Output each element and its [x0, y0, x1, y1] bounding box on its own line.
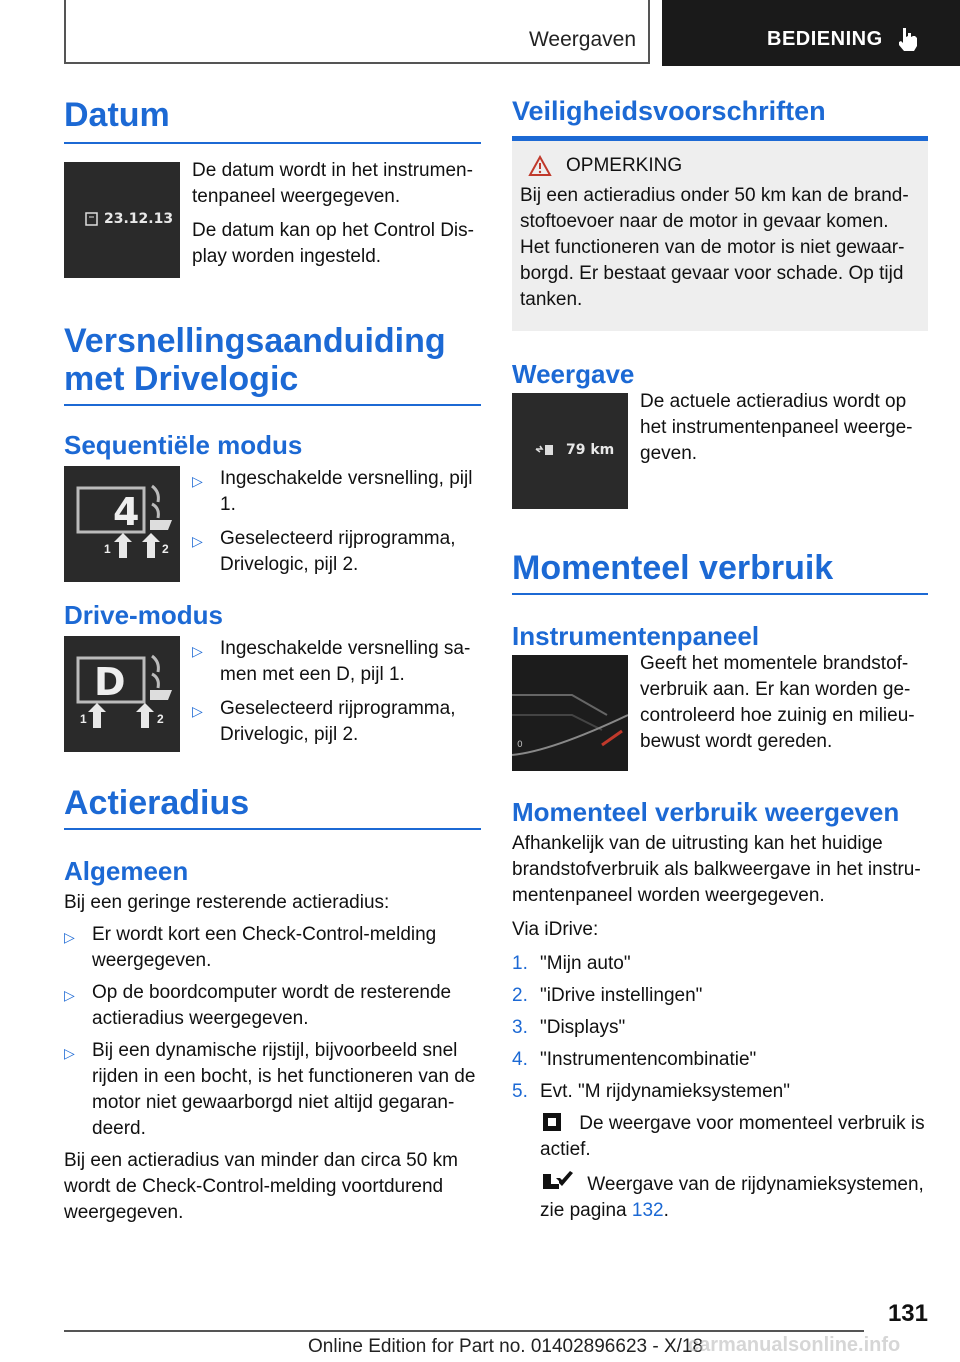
range-outro: Bij een actieradius van minder dan circa 50 km wordt de Check-Control-melding voortdurend weergegeven.: [64, 1150, 458, 1223]
page-number: 131: [887, 1300, 928, 1327]
step-number: 2.: [512, 985, 528, 1006]
sequential-list: [192, 466, 481, 578]
hand-pointer-icon: [895, 26, 921, 52]
step-number: 1.: [512, 953, 528, 974]
list-item-text: Geselecteerd rijprogramma, Drivelogic, pijl 2.: [220, 698, 456, 745]
drive-gear-value: D: [94, 660, 126, 704]
list-item: [64, 980, 481, 1032]
step-text: "Displays": [540, 1017, 626, 1038]
step-number: 3.: [512, 1017, 528, 1038]
drive-list: [192, 636, 481, 748]
list-item: [512, 951, 928, 977]
gear-heading-block: [64, 322, 481, 406]
display-row: [512, 393, 928, 509]
range-general-heading: Algemeen: [64, 856, 189, 886]
drive-row: [64, 636, 481, 752]
footer-edition: Online Edition for Part no. 01402896623 - X/18: [308, 1336, 704, 1357]
bullet-triangle-icon: ▷: [64, 1045, 75, 1061]
datum-heading: Datum: [64, 96, 170, 134]
note-label-row: [528, 155, 920, 177]
instrument-cluster-image: [512, 655, 628, 771]
consumption-heading-block: [512, 549, 928, 595]
instrument-heading: Instrumentenpaneel: [512, 621, 760, 651]
list-item-text: Er wordt kort een Check-Control-melding weergegeven.: [92, 924, 437, 971]
sequential-gear-value: 4: [113, 490, 140, 534]
show-consumption-heading: Momenteel verbruik weergeven: [512, 797, 900, 827]
list-item-text: Op de boordcomputer wordt de resterende actieradius weergegeven.: [92, 982, 452, 1029]
list-item-text: Geselecteerd rijprogramma, Drivelogic, pijl 2.: [220, 528, 456, 575]
bullet-triangle-icon: ▷: [64, 987, 75, 1003]
list-item-text: Ingeschakelde versnelling, pijl 1.: [220, 468, 473, 515]
list-item: [64, 922, 481, 974]
datum-display-image: [64, 162, 180, 278]
datum-paragraph-2: De datum kan op het Control Dis-play worden ingesteld.: [192, 220, 474, 267]
drive-arrow-1-label: 1: [80, 712, 87, 726]
header-section-title: Weergaven: [528, 28, 636, 51]
sequential-display-image: [64, 466, 180, 582]
instrument-row: [512, 655, 928, 771]
list-item: [512, 983, 928, 1009]
range-display-value: 79 km: [566, 442, 615, 458]
step-number: 5.: [512, 1081, 528, 1102]
checkmark-icon: [540, 1171, 574, 1193]
step-number: 4.: [512, 1049, 528, 1070]
sequential-arrow-1-label: 1: [104, 542, 111, 556]
state-dynamics-text: Weergave van de rijdynamieksystemen, zie pagina: [540, 1174, 924, 1221]
list-item: [512, 1079, 928, 1105]
drive-display-image: [64, 636, 180, 752]
list-item: [192, 526, 481, 578]
step-text: "Instrumentencombinatie": [540, 1049, 757, 1070]
state-active-text: De weergave voor momenteel verbruik is actief.: [540, 1113, 925, 1160]
instrument-text: [640, 655, 928, 755]
bullet-triangle-icon: ▷: [64, 929, 75, 945]
safety-heading-block: [512, 96, 928, 141]
datum-text: [192, 162, 481, 270]
gear-heading-line-1: Versnellingsaanduiding: [64, 322, 446, 360]
bullet-triangle-icon: ▷: [192, 533, 203, 549]
page-link[interactable]: 132: [631, 1200, 664, 1221]
bullet-triangle-icon: ▷: [192, 643, 203, 659]
step-text: "Mijn auto": [540, 953, 631, 974]
range-intro: Bij een geringe resterende actieradius:: [64, 892, 390, 913]
display-heading: Weergave: [512, 359, 635, 389]
datum-row: [64, 162, 481, 278]
checkbox-unchecked-icon: [540, 1112, 566, 1132]
step-text: Evt. "M rijdynamieksystemen": [540, 1081, 790, 1102]
list-item: [512, 1015, 928, 1041]
step-text: "iDrive instellingen": [540, 985, 703, 1006]
gauge-graphic: [512, 655, 628, 771]
drive-heading: Drive-modus: [64, 600, 223, 630]
list-item: [512, 1047, 928, 1073]
sequential-arrow-2-label: 2: [162, 542, 169, 556]
watermark-logo: carmanualsonline.info: [688, 1334, 901, 1356]
header-chapter-label: BEDIENING: [767, 28, 883, 50]
list-item-text: Ingeschakelde versnelling sa-men met een D, pijl 1.: [220, 638, 471, 685]
consumption-heading: Momenteel verbruik: [512, 549, 834, 587]
state-notes: [540, 1111, 928, 1224]
note-text: Bij een actieradius onder 50 km kan de brand-stoftoevoer naar de motor in gevaar komen. Het functioneren van de motor is niet gewaar-borgd. Er bestaat gevaar voor schade. Op tijd tanken.: [520, 185, 909, 310]
safety-heading: Veiligheidsvoorschriften: [512, 96, 826, 126]
display-text: [640, 393, 928, 467]
instrument-paragraph: Geeft het momentele brandstof-verbruik aan. Er kan worden ge-controleerd hoe zuinig en milieu-bewust wordt gereden.: [640, 653, 915, 752]
sequential-heading: Sequentiële modus: [64, 430, 303, 460]
list-item: [64, 1038, 481, 1142]
datum-heading-block: [64, 96, 481, 144]
right-column: [512, 96, 928, 1224]
idrive-steps: [512, 951, 928, 1105]
header-chapter-tab: [662, 0, 960, 66]
note-label: OPMERKING: [566, 155, 683, 176]
show-consumption-paragraph: Afhankelijk van de uitrusting kan het huidige brandstofverbruik als balkweergave in het instru-mentenpaneel worden weergegeven.: [512, 833, 921, 906]
list-item: [192, 636, 481, 688]
range-display-image: [512, 393, 628, 509]
drive-arrow-2-label: 2: [157, 712, 164, 726]
svg-text:0: 0: [517, 740, 523, 750]
left-column: [64, 96, 481, 1226]
list-item: [192, 466, 481, 518]
state-dynamics: [540, 1171, 928, 1224]
state-dynamics-end: .: [663, 1200, 669, 1221]
datum-paragraph-1: De datum wordt in het instrumen-tenpaneel weergegeven.: [192, 160, 473, 207]
range-heading: Actieradius: [64, 784, 250, 822]
state-active: [540, 1111, 928, 1163]
display-paragraph: De actuele actieradius wordt op het instrumentenpaneel weerge-geven.: [640, 391, 913, 464]
bullet-triangle-icon: ▷: [192, 473, 203, 489]
bullet-triangle-icon: ▷: [192, 703, 203, 719]
list-item-text: Bij een dynamische rijstijl, bijvoorbeeld snel rijden in een bocht, is het functioneren van de motor niet gewaarborgd niet altijd gegaran-deerd.: [92, 1040, 476, 1139]
sequential-row: [64, 466, 481, 582]
safety-note-box: [512, 141, 928, 331]
warning-triangle-icon: [528, 155, 552, 177]
page-header: [0, 0, 960, 66]
footer-divider: [64, 1330, 864, 1332]
range-list: [64, 922, 481, 1142]
range-heading-block: [64, 784, 481, 830]
datum-display-value: 23.12.13: [104, 211, 174, 227]
gear-heading-line-2: met Drivelogic: [64, 360, 299, 398]
via-idrive-label: Via iDrive:: [512, 919, 599, 940]
list-item: [192, 696, 481, 748]
